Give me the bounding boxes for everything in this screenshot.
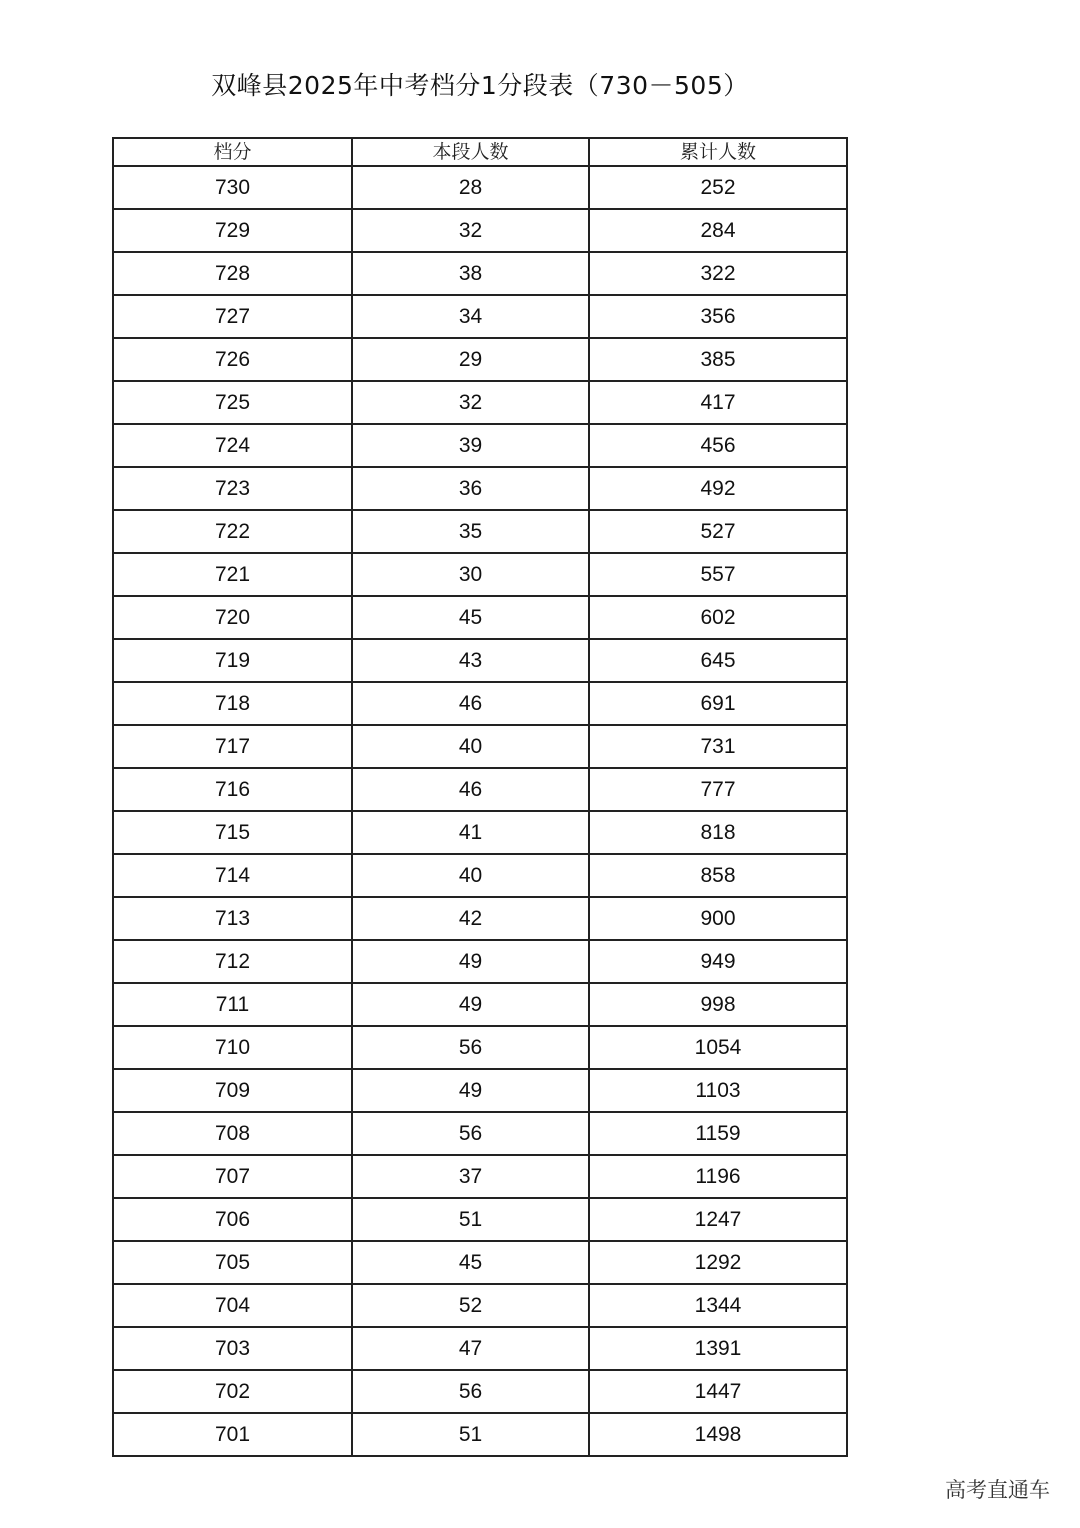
cell-segment-count: 38	[352, 252, 589, 295]
cell-cumulative-count: 1447	[589, 1370, 847, 1413]
table-row	[113, 1241, 847, 1284]
cell-segment-count: 49	[352, 1069, 589, 1112]
cell-segment-count: 36	[352, 467, 589, 510]
table-row	[113, 1413, 847, 1456]
cell-segment-count: 47	[352, 1327, 589, 1370]
cell-cumulative-count: 527	[589, 510, 847, 553]
cell-segment-count: 46	[352, 682, 589, 725]
table-row	[113, 1155, 847, 1198]
table-row	[113, 1112, 847, 1155]
cell-segment-count: 45	[352, 1241, 589, 1284]
cell-score: 701	[113, 1413, 352, 1456]
cell-score: 724	[113, 424, 352, 467]
header-score: 档分	[113, 138, 352, 166]
cell-score: 728	[113, 252, 352, 295]
table-row	[113, 1026, 847, 1069]
table-row	[113, 1327, 847, 1370]
cell-score: 722	[113, 510, 352, 553]
cell-cumulative-count: 949	[589, 940, 847, 983]
table-row	[113, 897, 847, 940]
header-cumulative-count: 累计人数	[589, 138, 847, 166]
cell-segment-count: 32	[352, 381, 589, 424]
cell-cumulative-count: 858	[589, 854, 847, 897]
cell-score: 702	[113, 1370, 352, 1413]
cell-score: 717	[113, 725, 352, 768]
cell-cumulative-count: 1292	[589, 1241, 847, 1284]
header-row	[113, 138, 847, 166]
table-row	[113, 295, 847, 338]
cell-score: 727	[113, 295, 352, 338]
cell-segment-count: 45	[352, 596, 589, 639]
cell-cumulative-count: 777	[589, 768, 847, 811]
cell-score: 726	[113, 338, 352, 381]
table-row	[113, 252, 847, 295]
table-row	[113, 596, 847, 639]
table-row	[113, 1198, 847, 1241]
cell-score: 708	[113, 1112, 352, 1155]
cell-segment-count: 49	[352, 983, 589, 1026]
cell-segment-count: 56	[352, 1112, 589, 1155]
cell-segment-count: 40	[352, 854, 589, 897]
cell-cumulative-count: 1159	[589, 1112, 847, 1155]
cell-cumulative-count: 818	[589, 811, 847, 854]
cell-segment-count: 56	[352, 1370, 589, 1413]
cell-score: 714	[113, 854, 352, 897]
cell-score: 720	[113, 596, 352, 639]
cell-cumulative-count: 252	[589, 166, 847, 209]
cell-cumulative-count: 1498	[589, 1413, 847, 1456]
cell-score: 713	[113, 897, 352, 940]
table-row	[113, 424, 847, 467]
cell-segment-count: 52	[352, 1284, 589, 1327]
cell-cumulative-count: 998	[589, 983, 847, 1026]
cell-score: 707	[113, 1155, 352, 1198]
table-row	[113, 811, 847, 854]
cell-cumulative-count: 1103	[589, 1069, 847, 1112]
table-row	[113, 381, 847, 424]
cell-cumulative-count: 645	[589, 639, 847, 682]
cell-score: 712	[113, 940, 352, 983]
cell-segment-count: 28	[352, 166, 589, 209]
cell-cumulative-count: 691	[589, 682, 847, 725]
table-header	[113, 138, 847, 166]
cell-score: 715	[113, 811, 352, 854]
cell-cumulative-count: 385	[589, 338, 847, 381]
cell-segment-count: 39	[352, 424, 589, 467]
table-row	[113, 983, 847, 1026]
cell-score: 709	[113, 1069, 352, 1112]
cell-segment-count: 35	[352, 510, 589, 553]
cell-segment-count: 56	[352, 1026, 589, 1069]
table-row	[113, 553, 847, 596]
cell-score: 710	[113, 1026, 352, 1069]
cell-score: 704	[113, 1284, 352, 1327]
table-body	[113, 166, 847, 1456]
header-segment-count: 本段人数	[352, 138, 589, 166]
cell-segment-count: 51	[352, 1413, 589, 1456]
cell-cumulative-count: 557	[589, 553, 847, 596]
table-row	[113, 682, 847, 725]
cell-cumulative-count: 900	[589, 897, 847, 940]
cell-score: 730	[113, 166, 352, 209]
table-row	[113, 510, 847, 553]
cell-score: 711	[113, 983, 352, 1026]
cell-score: 716	[113, 768, 352, 811]
table-row	[113, 1370, 847, 1413]
table-row	[113, 725, 847, 768]
cell-segment-count: 46	[352, 768, 589, 811]
table-row	[113, 467, 847, 510]
cell-segment-count: 40	[352, 725, 589, 768]
cell-score: 706	[113, 1198, 352, 1241]
table-row	[113, 854, 847, 897]
cell-score: 729	[113, 209, 352, 252]
table-row	[113, 639, 847, 682]
cell-segment-count: 51	[352, 1198, 589, 1241]
cell-cumulative-count: 1344	[589, 1284, 847, 1327]
cell-cumulative-count: 417	[589, 381, 847, 424]
cell-segment-count: 30	[352, 553, 589, 596]
cell-segment-count: 29	[352, 338, 589, 381]
cell-segment-count: 43	[352, 639, 589, 682]
table-row	[113, 1069, 847, 1112]
cell-score: 718	[113, 682, 352, 725]
cell-score: 725	[113, 381, 352, 424]
cell-score: 719	[113, 639, 352, 682]
cell-cumulative-count: 731	[589, 725, 847, 768]
cell-cumulative-count: 602	[589, 596, 847, 639]
cell-segment-count: 32	[352, 209, 589, 252]
cell-cumulative-count: 456	[589, 424, 847, 467]
cell-cumulative-count: 1247	[589, 1198, 847, 1241]
cell-score: 703	[113, 1327, 352, 1370]
table-row	[113, 338, 847, 381]
cell-score: 721	[113, 553, 352, 596]
table-row	[113, 166, 847, 209]
cell-segment-count: 42	[352, 897, 589, 940]
cell-segment-count: 37	[352, 1155, 589, 1198]
cell-score: 705	[113, 1241, 352, 1284]
cell-cumulative-count: 284	[589, 209, 847, 252]
cell-score: 723	[113, 467, 352, 510]
table-row	[113, 209, 847, 252]
cell-segment-count: 41	[352, 811, 589, 854]
cell-cumulative-count: 322	[589, 252, 847, 295]
cell-segment-count: 34	[352, 295, 589, 338]
cell-cumulative-count: 492	[589, 467, 847, 510]
score-table	[112, 137, 848, 1457]
table-row	[113, 940, 847, 983]
table-row	[113, 768, 847, 811]
cell-cumulative-count: 1054	[589, 1026, 847, 1069]
cell-cumulative-count: 1391	[589, 1327, 847, 1370]
cell-segment-count: 49	[352, 940, 589, 983]
cell-cumulative-count: 1196	[589, 1155, 847, 1198]
cell-cumulative-count: 356	[589, 295, 847, 338]
table-row	[113, 1284, 847, 1327]
page-title: 双峰县2025年中考档分1分段表（730－505）	[211, 71, 749, 100]
watermark-text: 高考直通车	[945, 1478, 1050, 1502]
